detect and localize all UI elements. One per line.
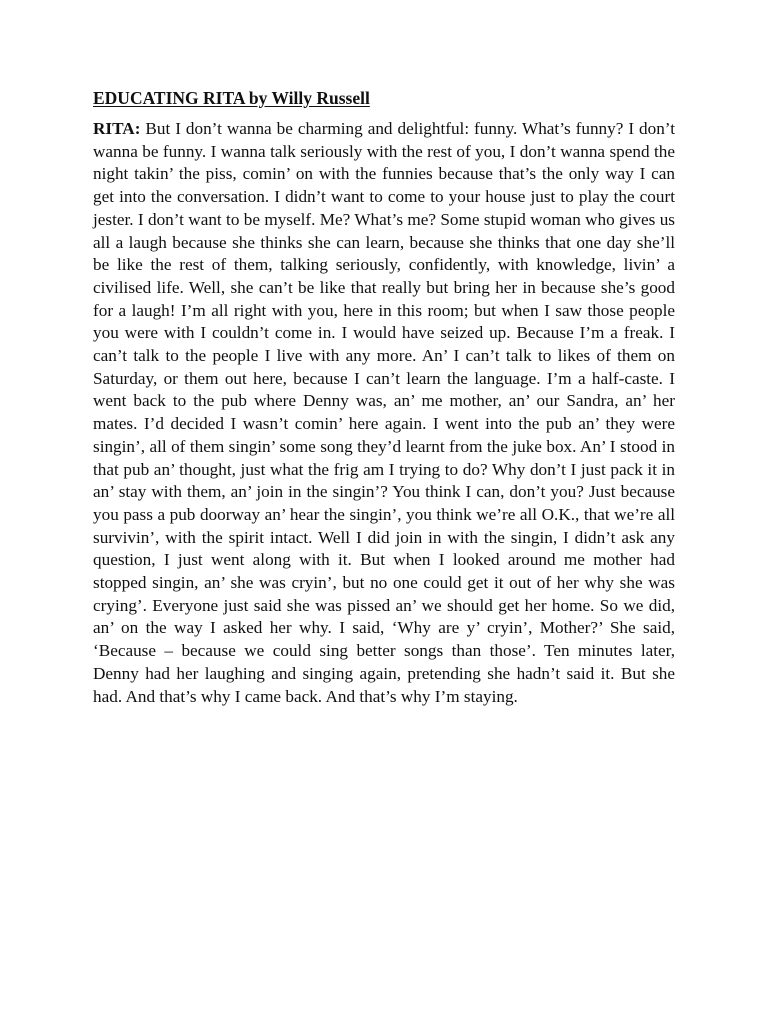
- monologue-text: But I don’t wanna be charming and delightful: funny. What’s funny? I don’t wanna be funny. I wanna talk seriously with the rest of you, I don’t wanna spend the night takin’ the piss, comin’ on with the funnies because that’s the only way I can get into the conversation. I didn’t want to come to your house just to play the court jester. I don’t want to be myself. Me? What’s me? Some stupid woman who gives us all a laugh because she thinks she can learn, because she thinks that one day she’ll be like the rest of them, talking seriously, confidently, with knowledge, livin’ a civilised life. Well, she can’t be like that really but bring her in because she’s good for a laugh! I’m all right with you, here in this room; but when I saw those people you were with I couldn’t come in. I would have seized up. Because I’m a freak. I can’t talk to the people I live with any more. An’ I can’t talk to likes of them on Saturday, or them out here, because I can’t learn the language. I’m a half-caste. I went back to the pub where Denny was, an’ me mother, an’ our Sandra, an’ her mates. I’d decided I wasn’t comin’ here again. I went into the pub an’ they were singin’, all of them singin’ some song they’d learnt from the juke box. An’ I stood in that pub an’ thought, just what the frig am I trying to do? Why don’t I just pack it in an’ stay with them, an’ join in the singin’? You think I can, don’t you? Just because you pass a pub doorway an’ hear the singin’, you think we’re all O.K., that we’re all survivin’, with the spirit intact. Well I did join in with the singin, I didn’t ask any question, I just went along with it. But when I looked around me mother had stopped singin, an’ she was cryin’, but no one could get it out of her why she was crying’. Everyone just said she was pissed an’ we should get her home. So we did, an’ on the way I asked her why. I said, ‘Why are y’ cryin’, Mother?’ She said, ‘Because – because we could sing better songs than those’. Ten minutes later, Denny had her laughing and singing again, pretending she hadn’t said it. But she had. And that’s why I came back. And that’s why I’m staying.: [93, 119, 675, 706]
- monologue-paragraph: [93, 118, 675, 708]
- document-body: [93, 86, 675, 708]
- speaker-name: RITA:: [93, 119, 141, 138]
- document-title: EDUCATING RITA by Willy Russell: [93, 88, 370, 108]
